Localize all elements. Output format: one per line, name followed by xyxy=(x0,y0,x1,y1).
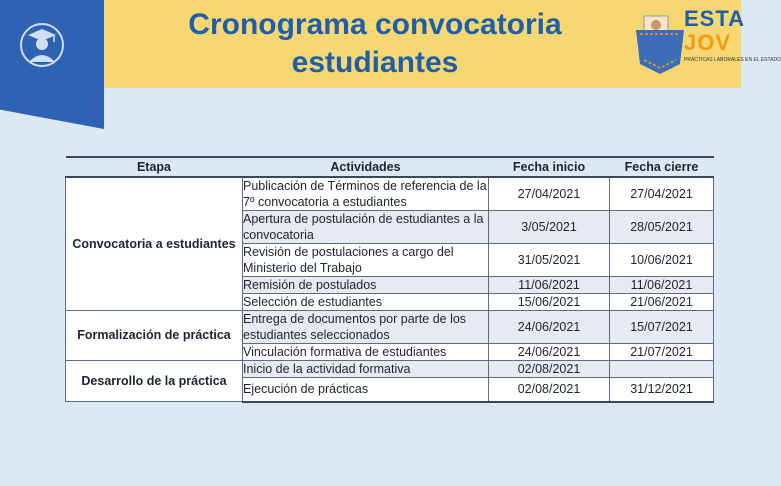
table-row xyxy=(66,361,714,378)
esta-joven-logo xyxy=(634,0,781,80)
activity-cell: Revisión de postulaciones a cargo del Ministerio del Trabajo xyxy=(243,244,489,277)
stage-cell: Desarrollo de la práctica xyxy=(66,361,243,402)
logo-text-esta: ESTA xyxy=(684,6,746,31)
end-date-cell: 21/07/2021 xyxy=(610,344,714,361)
activity-cell: Inicio de la actividad formativa xyxy=(243,361,489,378)
end-date-cell: 27/04/2021 xyxy=(610,177,714,211)
start-date-cell: 02/08/2021 xyxy=(489,361,610,378)
end-date-cell: 10/06/2021 xyxy=(610,244,714,277)
column-header-activity: Actividades xyxy=(243,157,489,177)
column-header-end-date: Fecha cierre xyxy=(610,157,714,177)
end-date-cell: 11/06/2021 xyxy=(610,277,714,294)
activity-cell: Vinculación formativa de estudiantes xyxy=(243,344,489,361)
start-date-cell: 3/05/2021 xyxy=(489,211,610,244)
end-date-cell: 15/07/2021 xyxy=(610,311,714,344)
table-row xyxy=(66,177,714,211)
activity-cell: Remisión de postulados xyxy=(243,277,489,294)
column-header-stage: Etapa xyxy=(66,157,243,177)
schedule-table xyxy=(65,156,714,403)
start-date-cell: 24/06/2021 xyxy=(489,344,610,361)
graduate-avatar-icon xyxy=(19,22,65,68)
start-date-cell: 11/06/2021 xyxy=(489,277,610,294)
stage-cell: Convocatoria a estudiantes xyxy=(66,177,243,311)
end-date-cell: 28/05/2021 xyxy=(610,211,714,244)
ribbon-badge xyxy=(0,0,104,129)
activity-cell: Entrega de documentos por parte de los estudiantes seleccionados xyxy=(243,311,489,344)
start-date-cell: 24/06/2021 xyxy=(489,311,610,344)
start-date-cell: 15/06/2021 xyxy=(489,294,610,311)
page-title: Cronograma convocatoria estudiantes xyxy=(188,8,562,79)
logo-subtitle: PRÁCTICAS LABORALES EN EL ESTADO xyxy=(684,57,781,63)
start-date-cell: 31/05/2021 xyxy=(489,244,610,277)
activity-cell: Apertura de postulación de estudiantes a la convocatoria xyxy=(243,211,489,244)
table-header-row xyxy=(66,157,714,177)
table-row xyxy=(66,311,714,344)
column-header-start-date: Fecha inicio xyxy=(489,157,610,177)
logo-text-jov: JOV xyxy=(684,30,732,55)
start-date-cell: 27/04/2021 xyxy=(489,177,610,211)
stage-cell: Formalización de práctica xyxy=(66,311,243,361)
activity-cell: Publicación de Términos de referencia de la 7º convocatoria a estudiantes xyxy=(243,179,487,209)
activity-cell: Selección de estudiantes xyxy=(243,294,489,311)
activity-cell: Ejecución de prácticas xyxy=(243,378,489,402)
start-date-cell: 02/08/2021 xyxy=(489,378,610,402)
end-date-cell xyxy=(610,361,714,378)
end-date-cell: 31/12/2021 xyxy=(610,378,714,402)
jeans-pocket-logo-icon xyxy=(636,16,684,74)
end-date-cell: 21/06/2021 xyxy=(610,294,714,311)
